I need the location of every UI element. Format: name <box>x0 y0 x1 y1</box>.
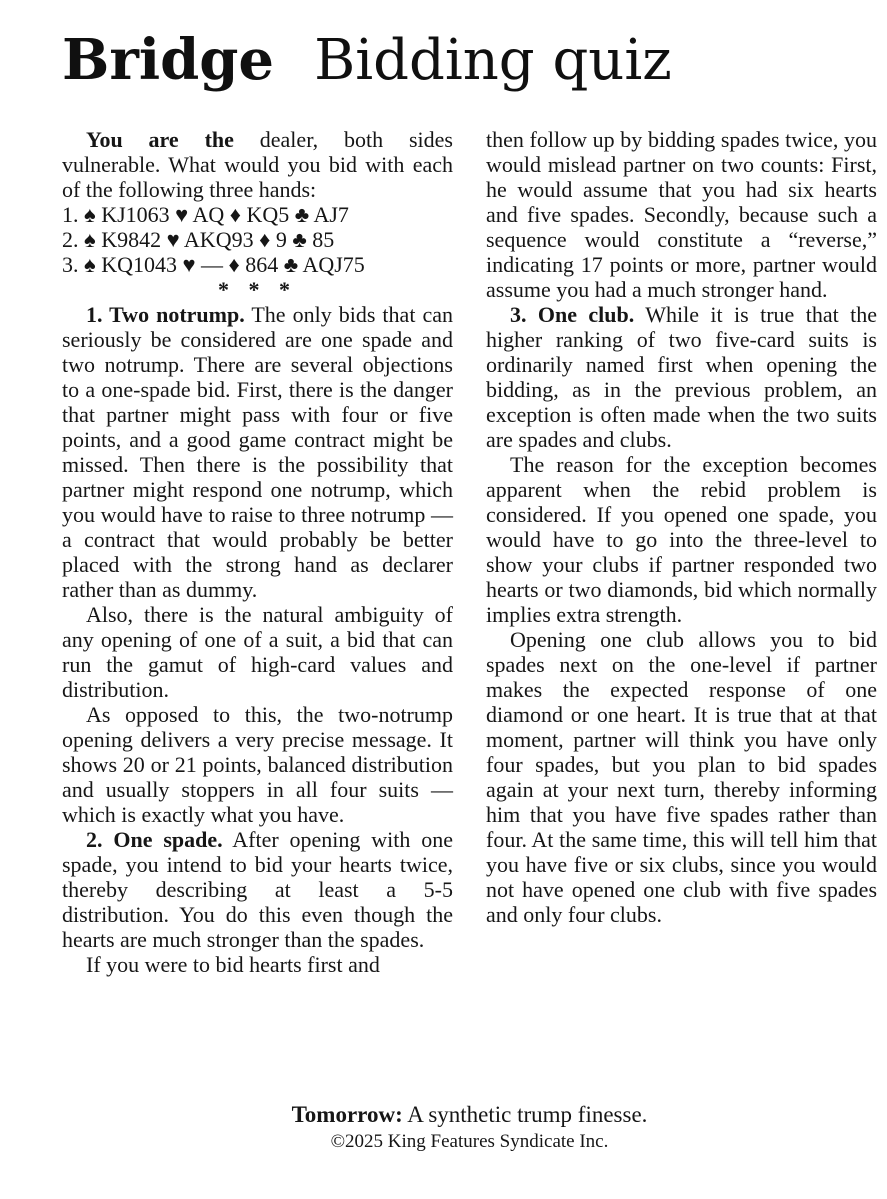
intro-text: dealer, both sides vulnerable. What would you bid with each of the following three hands: <box>62 127 453 202</box>
answer-2-text: After opening with one spade, you intend to bid your hearts twice, thereby describing at least a 5-5 distribution. You do this even though the hearts are much stronger than the spades. <box>62 827 453 952</box>
hand-3: 3. ♠ KQ1043 ♥ — ♦ 864 ♣ AQJ75 <box>62 252 365 277</box>
answer-3-paragraph <box>486 302 877 452</box>
answer-1-paragraph <box>62 302 453 602</box>
answer-1-text: The only bids that can seriously be considered are one spade and two notrump. There are several objections to a one-spade bid. First, there is the danger that partner might pass with four or five points, and a good game contract might be missed. Then there is the possibility that partner might respond one notrump, which you would have to raise to three notrump — a contract that would probably be better placed with the strong hand as declarer rather than as dummy. <box>62 302 453 602</box>
answer-2-lead: 2. One spade. <box>86 827 223 852</box>
paragraph-rebid-reason: The reason for the exception becomes apparent when the rebid problem is considered. If you opened one spade, you would have to go into the three-level to show your clubs if partner responded two hearts or two diamonds, bid which normally implies extra strength. <box>486 452 877 627</box>
answer-1-lead: 1. Two notrump. <box>86 302 245 327</box>
article-body <box>62 127 877 1087</box>
tomorrow-label: Tomorrow: <box>291 1102 403 1127</box>
answer-3-text: While it is true that the higher ranking of two five-card suits is ordinarily named first when opening the bidding, as in the previous problem, an exception is often made when the two suits are spades and clubs. <box>486 302 877 452</box>
column-title: Bridge <box>62 27 275 93</box>
paragraph-one-club-plan: Opening one club allows you to bid spades next on the one-level if partner makes the expected response of one diamond or one heart. It is true that at that moment, partner will think you have only four spades, but you plan to bid spades again at your next turn, thereby informing him that you have five spades rather than four. At the same time, this will tell him that you have five or six clubs, since you would not have opened one club with five spades and only four clubs. <box>486 627 877 927</box>
column-right <box>486 127 877 927</box>
star-separator: * * * <box>218 277 297 302</box>
paragraph-hearts-first-start: If you were to bid hearts first and <box>86 952 380 977</box>
paragraph-precise-message: As opposed to this, the two-notrump opening delivers a very precise message. It shows 20 or 21 points, balanced distribution and usually stoppers in all four suits — which is exactly what you have. <box>62 702 453 827</box>
answer-3-lead: 3. One club. <box>510 302 635 327</box>
answer-2-paragraph <box>62 827 453 952</box>
tomorrow-teaser <box>62 1101 877 1128</box>
hand-2: 2. ♠ K9842 ♥ AKQ93 ♦ 9 ♣ 85 <box>62 227 335 252</box>
hand-1: 1. ♠ KJ1063 ♥ AQ ♦ KQ5 ♣ AJ7 <box>62 202 349 227</box>
tomorrow-text: A synthetic trump finesse. <box>402 1102 648 1127</box>
intro-paragraph <box>62 127 453 202</box>
footer <box>62 1101 877 1153</box>
copyright-notice: ©2025 King Features Syndicate Inc. <box>330 1131 609 1152</box>
paragraph-ambiguity: Also, there is the natural ambiguity of any opening of one of a suit, a bid that can run the gamut of high-card values and distribution. <box>62 602 453 702</box>
intro-lead: You are the <box>86 127 234 152</box>
column-subtitle: Bidding quiz <box>314 28 672 93</box>
column-left <box>62 127 453 977</box>
paragraph-hearts-first-continued: then follow up by bidding spades twice, you would mislead partner on two counts: First, he would assume that you had six hearts and five spades. Secondly, because such a sequence would constitute a “reverse,” indicating 17 points or more, partner would assume you had a much stronger hand. <box>486 127 877 302</box>
masthead <box>62 27 877 93</box>
